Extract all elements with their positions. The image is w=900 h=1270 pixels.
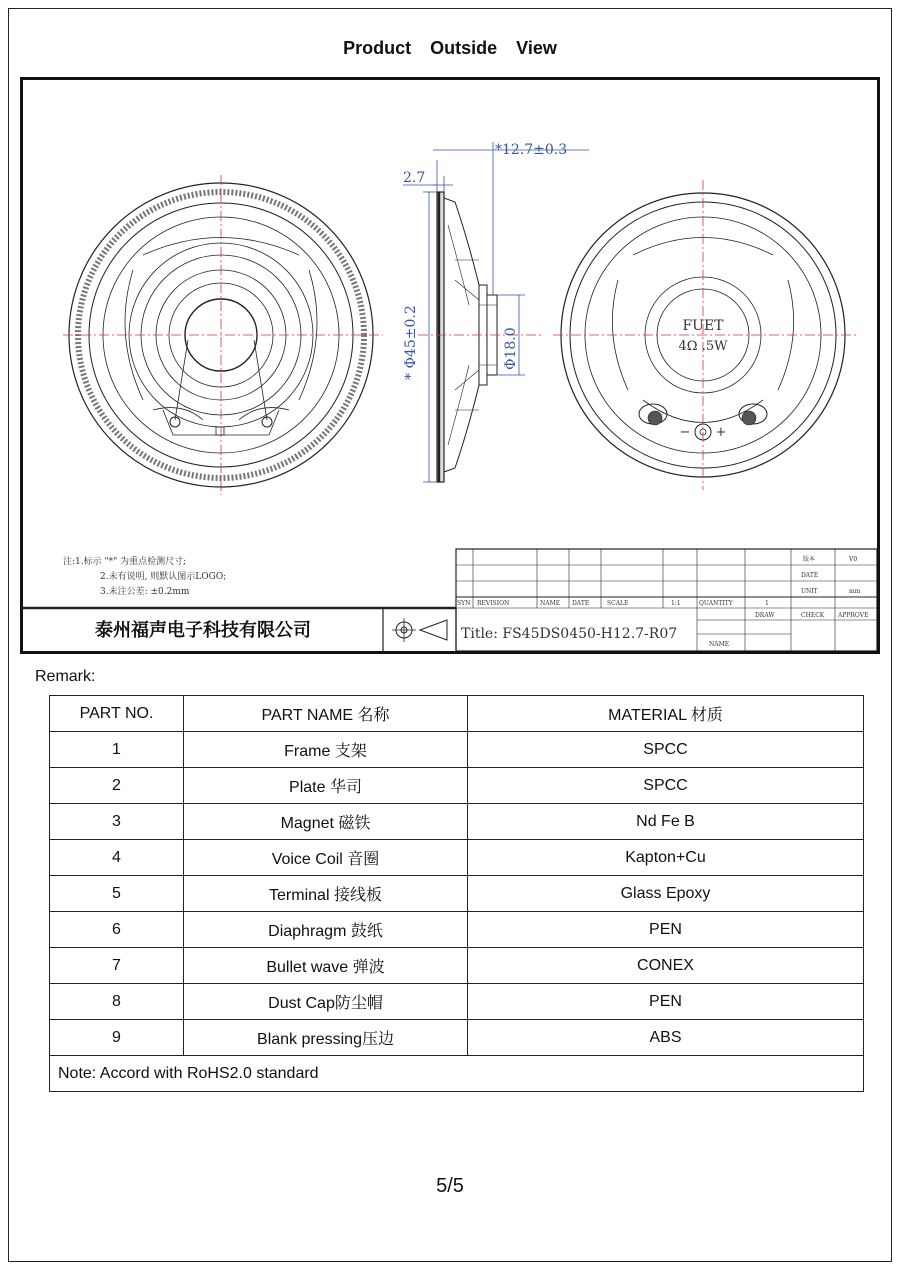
material: ABS — [468, 1020, 864, 1056]
part-name: Frame 支架 — [184, 732, 468, 768]
tb-quantity-value: 1 — [765, 600, 769, 607]
parts-table — [49, 695, 864, 1092]
part-name: Voice Coil 音圈 — [184, 840, 468, 876]
part-name: Blank pressing压边 — [184, 1020, 468, 1056]
page-title: Product Outside View — [343, 38, 557, 58]
part-no: 3 — [50, 804, 184, 840]
technical-drawing — [20, 77, 880, 654]
dimension-lines — [403, 142, 589, 482]
part-no: 4 — [50, 840, 184, 876]
note-2: 2.未有说明, 则默认图示LOGO; — [100, 572, 227, 582]
col-part-no: PART NO. — [50, 696, 184, 732]
tb-name2: NAME — [709, 641, 730, 648]
part-no: 7 — [50, 948, 184, 984]
label-minus: − — [679, 425, 691, 440]
table-row — [50, 984, 864, 1020]
tb-unit-value: mm — [849, 588, 861, 595]
table-row — [50, 912, 864, 948]
label-rating: 4Ω .5W — [678, 339, 728, 354]
tb-sym: SYN — [457, 600, 471, 607]
part-no: 9 — [50, 1020, 184, 1056]
table-row — [50, 948, 864, 984]
part-name: Bullet wave 弹波 — [184, 948, 468, 984]
page-number: 5/5 — [436, 1175, 464, 1197]
dim-thickness: 2.7 — [403, 170, 426, 186]
material: CONEX — [468, 948, 864, 984]
tb-check: CHECK — [801, 612, 825, 619]
side-view — [437, 192, 497, 482]
label-brand: FUET — [682, 318, 724, 334]
drawing-svg — [23, 80, 877, 651]
tb-name: NAME — [540, 600, 561, 607]
part-no: 2 — [50, 768, 184, 804]
tb-date: DATE — [572, 600, 590, 607]
dim-magnet: Φ18.0 — [503, 327, 519, 370]
table-row — [50, 1020, 864, 1056]
note-3: 3.未注公差: ±0.2mm — [100, 587, 190, 597]
col-material: MATERIAL 材质 — [468, 696, 864, 732]
material: PEN — [468, 984, 864, 1020]
material: SPCC — [468, 732, 864, 768]
col-part-name: PART NAME 名称 — [184, 696, 468, 732]
drawing-title: Title: FS45DS0450-H12.7-R07 — [461, 626, 678, 642]
part-name: Plate 华司 — [184, 768, 468, 804]
tb-scale: SCALE — [607, 600, 629, 607]
table-row — [50, 732, 864, 768]
tb-date-label: DATE — [801, 572, 819, 579]
material: PEN — [468, 912, 864, 948]
table-row — [50, 840, 864, 876]
drawing-notes — [63, 555, 226, 597]
tb-version-label: 版本 — [803, 556, 816, 563]
tb-revision: REVISION — [477, 600, 510, 607]
table-row — [50, 768, 864, 804]
table-header-row — [50, 696, 864, 732]
label-plus: + — [715, 425, 727, 440]
tb-draw: DRAW — [755, 612, 775, 619]
material: Kapton+Cu — [468, 840, 864, 876]
dim-depth: *12.7±0.3 — [495, 142, 568, 158]
tb-unit-label: UNIT — [801, 588, 818, 595]
material: SPCC — [468, 768, 864, 804]
tb-scale-value: 1:1 — [671, 600, 681, 607]
back-view-centerlines — [553, 180, 858, 490]
part-no: 1 — [50, 732, 184, 768]
company-name: 泰州福声电子科技有限公司 — [95, 620, 311, 641]
dim-diameter: * Φ45±0.2 — [403, 305, 419, 380]
part-no: 5 — [50, 876, 184, 912]
part-no: 6 — [50, 912, 184, 948]
front-view-centerlines — [63, 175, 383, 495]
part-name: Magnet 磁铁 — [184, 804, 468, 840]
part-name: Diaphragm 鼓纸 — [184, 912, 468, 948]
tb-quantity: QUANTITY — [699, 600, 733, 607]
tb-approve: APPROVE — [838, 612, 869, 619]
tb-version-value: V0 — [849, 556, 858, 563]
material: Nd Fe B — [468, 804, 864, 840]
table-row — [50, 804, 864, 840]
note-1: 注:1.标示 "*" 为重点检测尺寸; — [63, 557, 187, 567]
part-no: 8 — [50, 984, 184, 1020]
part-name: Dust Cap防尘帽 — [184, 984, 468, 1020]
table-note: Note: Accord with RoHS2.0 standard — [50, 1056, 864, 1092]
material: Glass Epoxy — [468, 876, 864, 912]
remark-label: Remark: — [35, 668, 96, 685]
table-row — [50, 876, 864, 912]
part-name: Terminal 接线板 — [184, 876, 468, 912]
table-note-row — [50, 1056, 864, 1092]
